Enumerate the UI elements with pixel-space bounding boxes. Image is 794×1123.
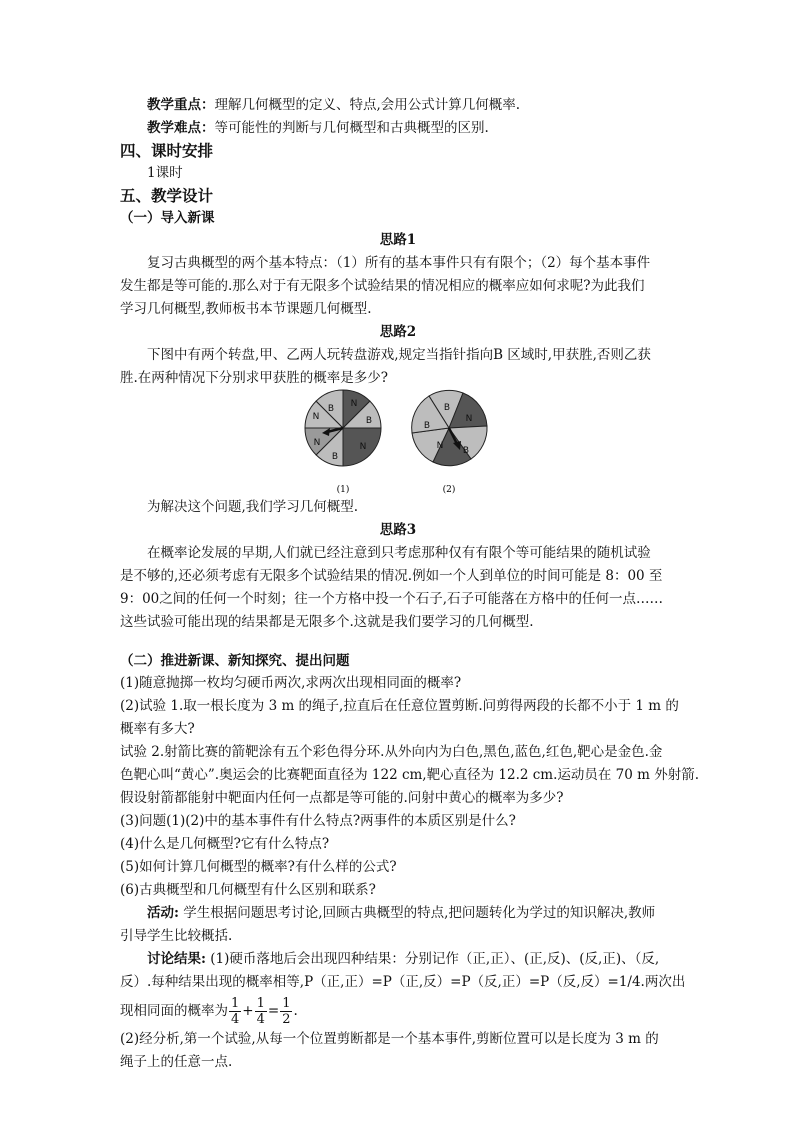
paragraph-line: 9：00之间的任何一个时刻；往一个方格中投一个石子,石子可能落在方格中的任何一点…… — [120, 591, 664, 607]
question-line: (6)古典概型和几何概型有什么区别和联系? — [120, 882, 376, 898]
paragraph-line: 学习几何概型,教师板书本节课题几何概型. — [120, 301, 372, 317]
document-page — [120, 94, 700, 1074]
difficulty-line — [120, 117, 676, 140]
spinner-2 — [412, 390, 487, 465]
wheel-label: N — [436, 441, 444, 451]
result-label: 讨论结果: — [147, 951, 206, 967]
question-line: 试验 2.射箭比赛的箭靶涂有五个彩色得分环.从外向内为白色,黑色,蓝色,红色,靶心是金色.金 — [120, 744, 663, 760]
wheel-label: B — [443, 403, 451, 413]
activity-line — [120, 902, 676, 925]
question-line: 概率有多大? — [120, 721, 195, 737]
paragraph-line: 下图中有两个转盘,甲、乙两人玩转盘游戏,规定当指针指向B 区域时,甲获胜,否则乙获 — [147, 347, 651, 363]
section-4-text: 1课时 — [147, 165, 183, 181]
formula-intro: 现相同面的概率为 — [120, 1003, 228, 1019]
plus-sign: + — [242, 1003, 254, 1019]
wheel-label: B — [365, 416, 373, 426]
period: . — [293, 1003, 298, 1019]
spinner-figures — [120, 396, 676, 496]
question-line: (3)问题(1)(2)中的基本事件有什么特点?两事件的本质区别是什么? — [120, 813, 516, 829]
idea-2-title: 思路2 — [379, 324, 417, 340]
section-4-heading: 四、课时安排 — [120, 142, 214, 160]
paragraph-line: 引导学生比较概括. — [120, 928, 233, 944]
activity-label: 活动: — [147, 905, 179, 921]
idea-3-title: 思路3 — [379, 522, 417, 538]
key-point-text: 理解几何概型的定义、特点,会用公式计算几何概率. — [214, 97, 521, 113]
result-line — [120, 948, 676, 971]
wheel-label: N — [313, 438, 321, 448]
question-line: 假设射箭都能射中靶面内任何一点都是等可能的.问射中黄心的概率为多少? — [120, 790, 564, 806]
question-line: (2)试验 1.取一根长度为 3 m 的绳子,拉直后在任意位置剪断.问剪得两段的长都不小于 1 m 的 — [120, 698, 679, 714]
spinner-1 — [305, 390, 381, 466]
question-line: (5)如何计算几何概型的概率?有什么样的公式? — [120, 859, 397, 875]
wheel-label: B — [462, 446, 470, 456]
wheel-label: B — [331, 452, 339, 462]
wheel-label: N — [465, 414, 473, 424]
subsection-1-heading: （一）导入新课 — [120, 210, 215, 226]
paragraph-line: 反）.每种结果出现的概率相等,P（正,正）=P（正,反）=P（反,正）=P（反,反）=1/4.两次出 — [120, 974, 686, 990]
section-5-heading: 五、教学设计 — [120, 187, 214, 205]
figure-caption: (1) — [336, 485, 350, 495]
paragraph-line: 胜.在两种情况下分别求甲获胜的概率是多少? — [120, 370, 389, 386]
paragraph-line: 复习古典概型的两个基本特点：（1）所有的基本事件只有有限个；（2）每个基本事件 — [147, 255, 651, 271]
paragraph-line: 在概率论发展的早期,人们就已经注意到只考虑那种仅有有限个等可能结果的随机试验 — [147, 545, 651, 561]
wheel-label: N — [359, 442, 367, 452]
wheel-label: B — [423, 421, 431, 431]
key-point-line — [120, 94, 676, 117]
question-line: 色靶心叫“黄心”.奥运会的比赛靶面直径为 122 cm,靶心直径为 12.2 cm.运动员在 70 m 外射箭. — [120, 767, 700, 783]
fraction: $\frac{1}{4}$ — [256, 996, 265, 1027]
activity-text: 学生根据问题思考讨论,回顾古典概型的特点,把问题转化为学过的知识解决,教师 — [178, 905, 656, 921]
wheel-label: N — [312, 412, 320, 422]
paragraph-line: 这些试验可能出现的结果都是无限多个.这就是我们要学习的几何概型. — [120, 614, 534, 630]
paragraph-line: 为解决这个问题,我们学习几何概型. — [147, 499, 359, 515]
paragraph-line: 发生都是等可能的.那么对于有无限多个试验结果的情况相应的概率应如何求呢?为此我们 — [120, 278, 645, 294]
question-line: (4)什么是几何概型?它有什么特点? — [120, 836, 330, 852]
result-text: (1)硬币落地后会出现四种结果：分别记作（正,正）、(正,反)、(反,正)、（反, — [205, 951, 660, 967]
difficulty-text: 等可能性的判断与几何概型和古典概型的区别. — [214, 120, 489, 136]
formula-line — [120, 994, 676, 1028]
wheel-label: N — [350, 399, 358, 409]
subsection-2-heading: （二）推进新课、新知探究、提出问题 — [120, 653, 350, 669]
idea-1-title: 思路1 — [379, 232, 417, 248]
paragraph-line: 绳子上的任意一点. — [120, 1054, 233, 1070]
spinner-diagram — [120, 396, 676, 496]
fraction: $\frac{1}{2}$ — [282, 996, 291, 1027]
question-line: (1)随意抛掷一枚均匀硬币两次,求两次出现相同面的概率? — [120, 675, 462, 691]
paragraph-line: 是不够的,还必须考虑有无限多个试验结果的情况.例如一个人到单位的时间可能是 8：00 至 — [120, 568, 663, 584]
fraction: $\frac{1}{4}$ — [231, 996, 240, 1027]
key-point-label: 教学重点： — [147, 97, 215, 113]
wheel-label: B — [327, 404, 335, 414]
equals-sign: = — [267, 1003, 280, 1019]
figure-caption: (2) — [442, 485, 456, 495]
difficulty-label: 教学难点： — [147, 120, 215, 136]
paragraph-line: (2)经分析,第一个试验,从每一个位置剪断都是一个基本事件,剪断位置可以是长度为 3 m 的 — [120, 1031, 659, 1047]
